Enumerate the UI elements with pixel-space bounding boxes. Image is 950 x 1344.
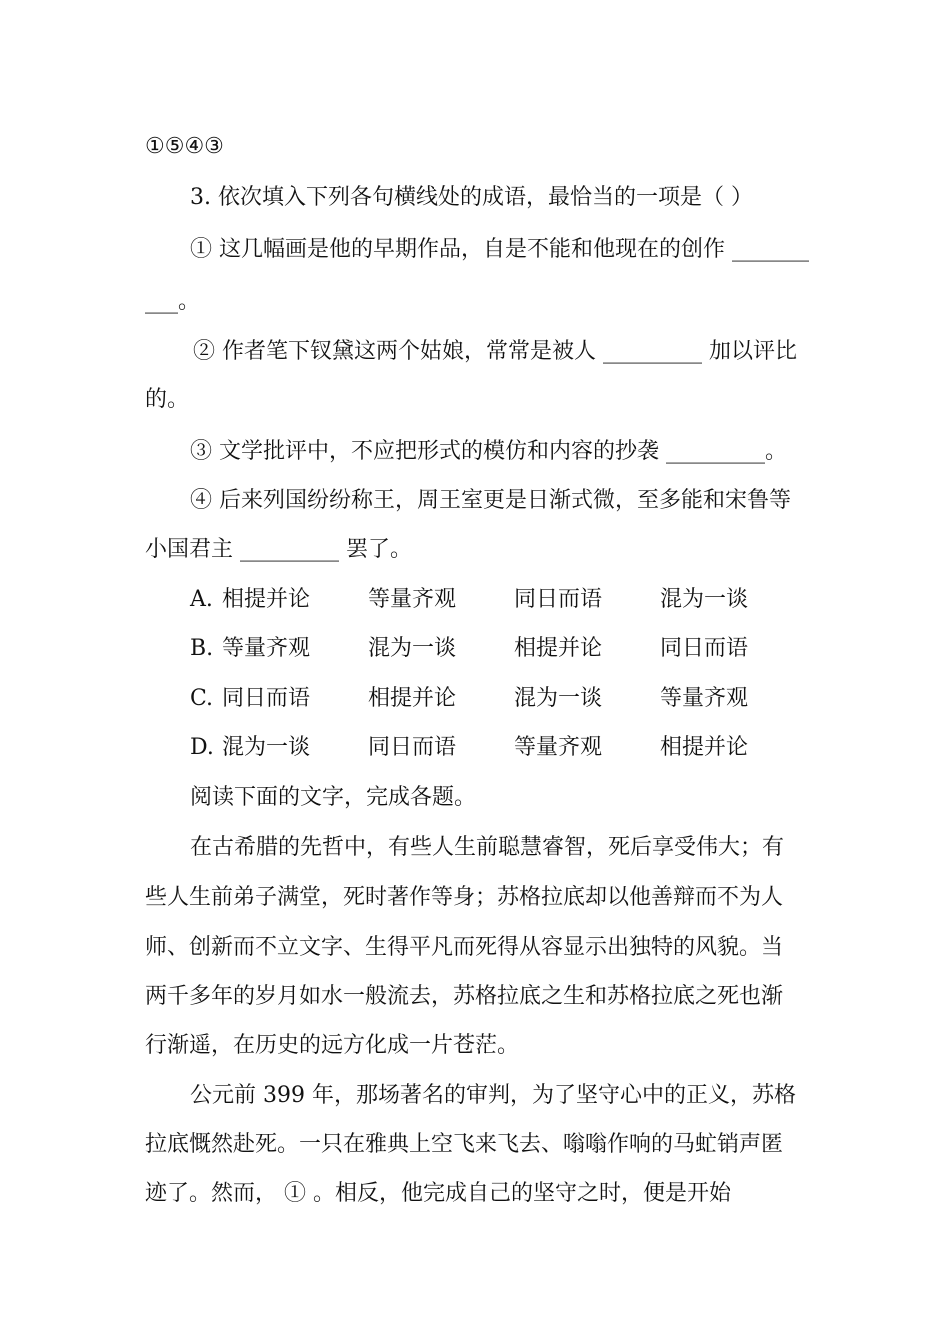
option-choice: 混为一谈 <box>222 735 311 760</box>
option-choice: 相提并论 <box>368 686 457 711</box>
sentence-4: ④ 后来列国纷纷称王，周王室更是日渐式微，至多能和宋鲁等 <box>190 488 791 513</box>
option-choice: 等量齐观 <box>368 587 457 612</box>
sentence-1-continued: ___。 <box>145 289 201 314</box>
option-choice: 同日而语 <box>222 686 311 711</box>
option-label: D. <box>190 735 214 760</box>
option-choice: 相提并论 <box>222 587 311 612</box>
passage-line: 在古希腊的先哲中，有些人生前聪慧睿智，死后享受伟大；有 <box>190 835 785 860</box>
sentence-4-continued: 小国君主 _________ 罢了。 <box>145 537 412 562</box>
passage-line: 些人生前弟子满堂，死时著作等身；苏格拉底却以他善辩而不为人 <box>145 885 784 910</box>
option-choice: 同日而语 <box>514 587 603 612</box>
answer-sequence: ①⑤④③ <box>145 134 224 159</box>
option-label: C. <box>190 686 214 711</box>
option-choice: 混为一谈 <box>660 587 749 612</box>
passage-line: 迹了。然而， ① 。相反，他完成自己的坚守之时，便是开始 <box>145 1181 731 1206</box>
option-choice: 混为一谈 <box>368 636 457 661</box>
sentence-2-continued: 的。 <box>145 387 190 412</box>
option-choice: 相提并论 <box>660 735 749 760</box>
option-choice: 相提并论 <box>514 636 603 661</box>
option-choice: 同日而语 <box>660 636 749 661</box>
passage-line: 师、创新而不立文字、生得平凡而死得从容显示出独特的风貌。当 <box>145 935 784 960</box>
option-choice: 混为一谈 <box>514 686 603 711</box>
passage-line: 公元前 399 年，那场著名的审判，为了坚守心中的正义，苏格 <box>190 1083 796 1108</box>
option-choice: 等量齐观 <box>660 686 749 711</box>
sentence-1: ① 这几幅画是他的早期作品，自是不能和他现在的创作 _______ <box>190 237 809 262</box>
passage-line: 拉底慨然赴死。一只在雅典上空飞来飞去、嗡嗡作响的马虻销声匿 <box>145 1132 784 1157</box>
reading-instruction: 阅读下面的文字，完成各题。 <box>190 785 477 810</box>
sentence-2: ② 作者笔下钗黛这两个姑娘，常常是被人 _________ 加以评比 <box>193 339 797 364</box>
passage-line: 两千多年的岁月如水一般流去，苏格拉底之生和苏格拉底之死也渐 <box>145 984 784 1009</box>
option-choice: 等量齐观 <box>514 735 603 760</box>
option-label: B. <box>190 636 214 661</box>
question-3-stem: 3. 依次填入下列各句横线处的成语，最恰当的一项是（ ） <box>190 185 753 210</box>
passage-line: 行渐遥，在历史的远方化成一片苍茫。 <box>145 1033 520 1058</box>
sentence-3: ③ 文学批评中，不应把形式的模仿和内容的抄袭 _________。 <box>190 439 787 464</box>
option-choice: 同日而语 <box>368 735 457 760</box>
option-choice: 等量齐观 <box>222 636 311 661</box>
option-label: A. <box>190 587 213 612</box>
